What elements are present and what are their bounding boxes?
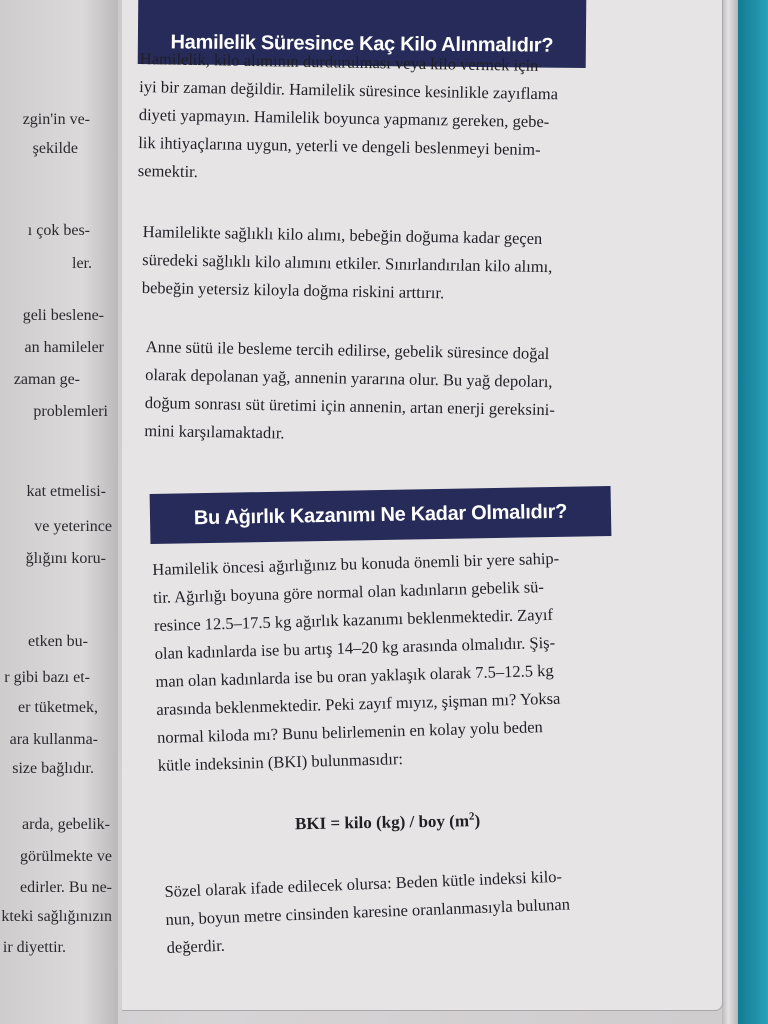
text-line: doğum sonrası süt üretimi için annenin, artan enerji gereksini-	[144, 392, 555, 420]
left-page-line: ve yeterince	[34, 518, 112, 535]
text-line: olarak depolanan yağ, annenin yararına olur. Bu yağ depoları,	[145, 364, 553, 392]
text-line: Hamilelik, kilo alımının durdurulması veya kilo vermek için	[139, 48, 539, 75]
text-line: Anne sütü ile besleme tercih edilirse, gebelik süresince doğal	[145, 336, 550, 364]
left-page-line: kteki sağlığınızın	[1, 908, 112, 925]
formula-text: BKI = kilo (kg) / boy (m	[294, 811, 470, 834]
left-page-line: er tüketmek,	[18, 699, 98, 716]
left-page-line: ı çok bes-	[27, 222, 90, 239]
text-line: Hamilelik öncesi ağırlığınız bu konuda önemli bir yere sahip-	[152, 548, 560, 579]
section2-paragraph-1	[152, 545, 565, 780]
text-line: diyeti yapmayın. Hamilelik boyunca yapmanız gereken, gebe-	[138, 104, 550, 132]
left-page-line: ğlığını koru-	[25, 550, 106, 567]
left-page-line: görülmekte ve	[20, 848, 112, 865]
section1-paragraph-2	[142, 218, 554, 309]
left-page-line: ara kullanma-	[9, 731, 98, 748]
left-page-line: kat etmelisi-	[26, 483, 106, 500]
left-page-line: şekilde	[32, 140, 78, 157]
left-page-line: ler.	[72, 255, 92, 272]
text-line: kütle indeksinin (BKI) bulunmasıdır:	[157, 749, 404, 775]
text-line: resince 12.5–17.5 kg ağırlık kazanımı beklenmektedir. Zayıf	[153, 604, 554, 635]
section2-heading-text: Bu Ağırlık Kazanımı Ne Kadar Olmalıdır?	[193, 500, 568, 529]
left-page-line: zgin'in ve-	[22, 111, 90, 128]
text-line: nun, boyun metre cinsinden karesine oranlanmasıyla bulunan	[165, 894, 571, 929]
bki-formula	[295, 810, 481, 834]
section1-heading-text: Hamilelik Süresince Kaç Kilo Alınmalıdır?	[170, 30, 554, 57]
text-line: arasında beklenmektedir. Peki zayıf mıyız, şişman mı? Yoksa	[156, 688, 561, 719]
text-line: olan kadınlarda ise bu artış 14–20 kg arasında olmalıdır. Şiş-	[154, 632, 556, 663]
formula-exponent: 2	[468, 810, 475, 823]
left-page-line: edirler. Bu ne-	[20, 879, 112, 896]
left-page-line: r gibi bazı et-	[4, 669, 90, 686]
left-page-line: zaman ge-	[13, 371, 80, 388]
text-line: mini karşılamaktadır.	[144, 420, 285, 443]
text-line: normal kiloda mı? Bunu belirlemenin en kolay yolu beden	[156, 717, 544, 747]
text-line: tir. Ağırlığı boyuna göre normal olan kadınların gebelik sü-	[152, 577, 545, 607]
text-line: süredeki sağlıklı kilo alımını etkiler. Sınırlandırılan kilo alımı,	[142, 249, 553, 277]
text-line: semektir.	[137, 160, 198, 182]
left-page-line: an hamileler	[24, 339, 104, 356]
section1-paragraph-1	[138, 45, 559, 192]
page-edge	[722, 0, 738, 1024]
text-line: bebeğin yetersiz kiloyla doğma riskini arttırır.	[141, 277, 445, 303]
section2-heading	[150, 486, 612, 544]
text-line: iyi bir zaman değildir. Hamilelik süresince kesinlikle zayıflama	[139, 76, 559, 104]
left-page-line: problemleri	[33, 403, 108, 420]
left-page-line: ir diyettir.	[2, 939, 66, 956]
text-line: Hamilelikte sağlıklı kilo alımı, bebeğin doğuma kadar geçen	[142, 221, 543, 248]
section2-paragraph-2	[164, 862, 572, 961]
text-line: değerdir.	[166, 935, 226, 957]
left-page-line: arda, gebelik-	[22, 816, 110, 833]
left-page-line: size bağlıdır.	[12, 760, 94, 777]
text-line: Sözel olarak ifade edilecek olursa: Beden kütle indeksi kilo-	[164, 866, 563, 901]
formula-close: )	[474, 811, 481, 831]
left-page-line: etken bu-	[28, 633, 88, 650]
text-line: lik ihtiyaçlarına uygun, yeterli ve dengeli beslenmeyi benim-	[138, 132, 541, 160]
book-cover-edge	[738, 0, 768, 1024]
left-page-line: geli beslene-	[22, 307, 104, 324]
text-line: man olan kadınlarda ise bu oran yaklaşık olarak 7.5–12.5 kg	[155, 660, 554, 691]
section1-paragraph-3	[144, 333, 556, 452]
